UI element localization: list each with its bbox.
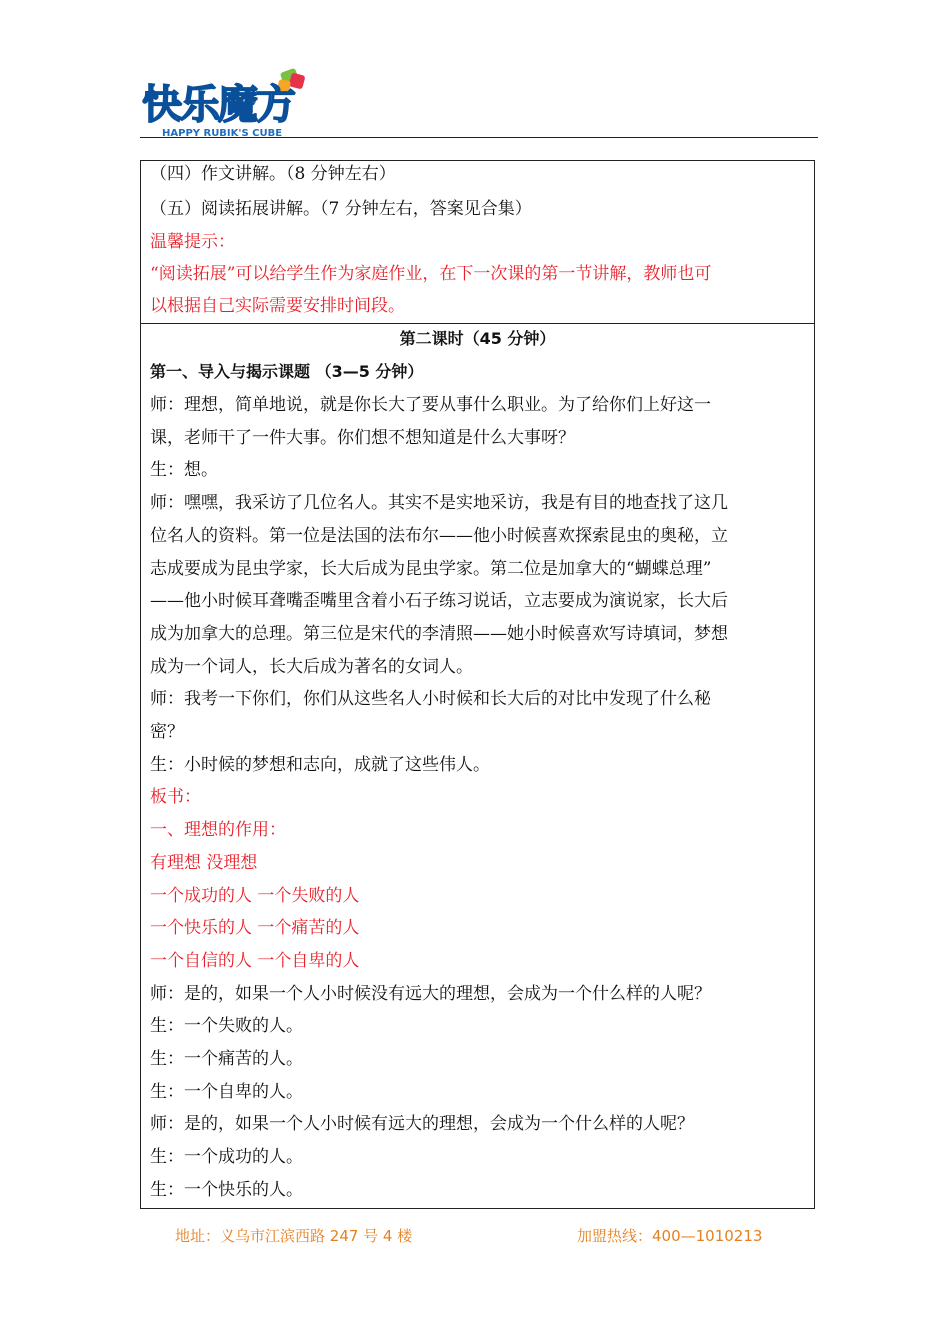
dialogue-line: 生：小时候的梦想和志向，成就了这些伟人。 xyxy=(150,754,490,775)
board-writing-line: 一个自信的人 一个自卑的人 xyxy=(150,950,360,971)
dialogue-line: 位名人的资料。第一位是法国的法布尔——他小时候喜欢探索昆虫的奥秘，立 xyxy=(150,525,728,546)
tip-label: 温馨提示： xyxy=(150,232,235,252)
cell-section-4-5 xyxy=(141,161,814,324)
board-writing-line: 一、理想的作用： xyxy=(150,820,286,841)
dialogue-line: 生：一个自卑的人。 xyxy=(150,1081,303,1102)
dialogue-line: 生：一个痛苦的人。 xyxy=(150,1049,303,1069)
tip-text: 以根据自己实际需要安排时间段。 xyxy=(150,296,405,316)
dialogue-line: 成为一个词人，长大后成为著名的女词人。 xyxy=(150,656,473,677)
board-writing-line: 板书： xyxy=(150,787,201,808)
dialogue-line: 成为加拿大的总理。第三位是宋代的李清照——她小时候喜欢写诗填词，梦想 xyxy=(150,623,728,644)
dialogue-line: 生：一个失败的人。 xyxy=(150,1016,303,1037)
dialogue-line: 生：一个成功的人。 xyxy=(150,1147,303,1168)
lesson-table xyxy=(140,160,815,1209)
section-title: 第一、导入与揭示课题 （3—5 分钟） xyxy=(150,362,424,381)
tip-text: “阅读拓展”可以给学生作为家庭作业，在下一次课的第一节讲解，教师也可 xyxy=(150,264,712,284)
dialogue-line: 师：我考一下你们，你们从这些名人小时候和长大后的对比中发现了什么秘 xyxy=(150,689,711,710)
dialogue-line: 生：想。 xyxy=(150,460,218,481)
dialogue-line: 志成要成为昆虫学家，长大后成为昆虫学家。第二位是加拿大的“蝴蝶总理” xyxy=(150,558,712,579)
dialogue-line: 师：是的，如果一个人小时候没有远大的理想，会成为一个什么样的人呢？ xyxy=(150,983,711,1004)
lesson-heading: 第二课时（45 分钟） xyxy=(399,329,556,348)
logo-sub-text: HAPPY RUBIK'S CUBE xyxy=(162,128,283,139)
cell1-line: （四）作文讲解。（8 分钟左右） xyxy=(150,164,396,184)
board-writing-line: 有理想 没理想 xyxy=(150,852,258,873)
dialogue-line: 密？ xyxy=(150,722,184,742)
happy-rubiks-cube-logo xyxy=(140,68,330,140)
logo-main-text: 快乐魔方 xyxy=(142,82,294,128)
board-writing-line: 一个成功的人 一个失败的人 xyxy=(150,885,360,906)
dialogue-line: 生：一个快乐的人。 xyxy=(150,1179,303,1200)
cell1-line: （五）阅读拓展讲解。（7 分钟左右，答案见合集） xyxy=(150,199,532,219)
header-rule xyxy=(140,137,818,138)
footer-hotline: 加盟热线：400—1010213 xyxy=(577,1227,763,1245)
dialogue-line: 师：是的，如果一个人小时候有远大的理想，会成为一个什么样的人呢？ xyxy=(150,1114,694,1135)
dialogue-line: 课，老师干了一件大事。你们想不想知道是什么大事呀？ xyxy=(150,427,575,448)
footer-address: 地址：义乌市江滨西路 247 号 4 楼 xyxy=(175,1227,413,1245)
dialogue-line: 师：嘿嘿，我采访了几位名人。其实不是实地采访，我是有目的地查找了这几 xyxy=(150,493,728,514)
board-writing-line: 一个快乐的人 一个痛苦的人 xyxy=(150,918,360,939)
dialogue-line: ——他小时候耳聋嘴歪嘴里含着小石子练习说话，立志要成为演说家，长大后 xyxy=(150,591,728,612)
dialogue-line: 师：理想，简单地说，就是你长大了要从事什么职业。为了给你们上好这一 xyxy=(150,395,711,415)
